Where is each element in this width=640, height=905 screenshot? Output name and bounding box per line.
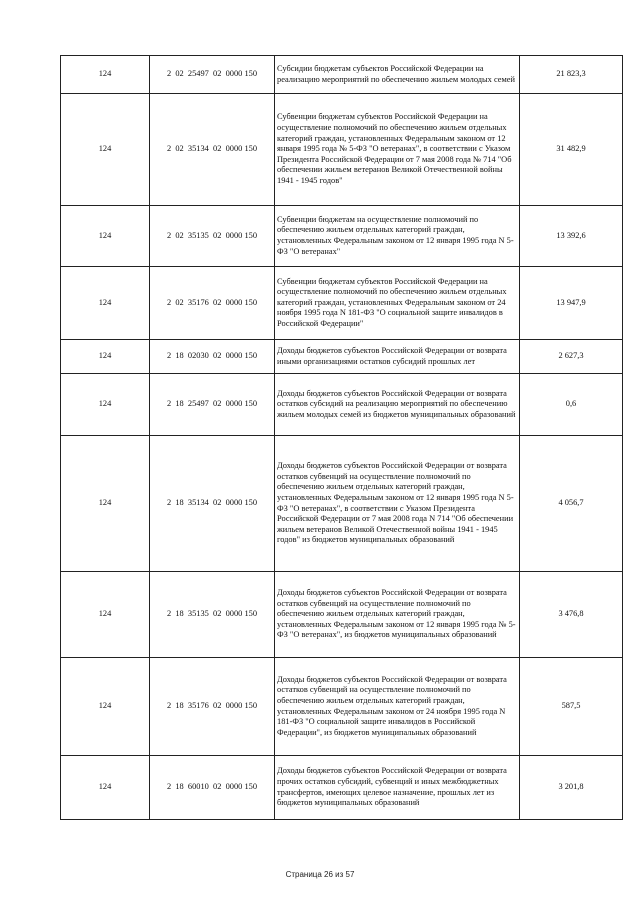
admin-code-cell: 124 [61, 206, 150, 267]
income-name-cell: Субсидии бюджетам субъектов Российской Федерации на реализацию мероприятий по обеспечению жильем молодых семей [275, 56, 520, 94]
amount-cell: 13 947,9 [520, 267, 623, 340]
amount-cell: 2 627,3 [520, 340, 623, 374]
table-row [61, 756, 623, 820]
budget-code-cell: 2 02 25497 02 0000 150 [150, 56, 275, 94]
admin-code-cell: 124 [61, 340, 150, 374]
budget-code-cell: 2 18 60010 02 0000 150 [150, 756, 275, 820]
table-row [61, 206, 623, 267]
amount-cell: 587,5 [520, 658, 623, 756]
budget-code-cell: 2 18 25497 02 0000 150 [150, 374, 275, 436]
budget-code-cell: 2 18 35134 02 0000 150 [150, 436, 275, 572]
income-name-cell: Субвенции бюджетам на осуществление полномочий по обеспечению жильем отдельных категорий граждан, установленных Федеральным законом от 12 января 1995 года N 5-ФЗ "О ветеранах" [275, 206, 520, 267]
table-row [61, 374, 623, 436]
table-row [61, 340, 623, 374]
admin-code-cell: 124 [61, 94, 150, 206]
admin-code-cell: 124 [61, 374, 150, 436]
admin-code-cell: 124 [61, 56, 150, 94]
budget-code-cell: 2 18 35135 02 0000 150 [150, 572, 275, 658]
income-name-cell: Доходы бюджетов субъектов Российской Федерации от возврата остатков субсидий на реализацию мероприятий по обеспечению жильем молодых семей из бюджетов муниципальных образований [275, 374, 520, 436]
budget-code-cell: 2 02 35176 02 0000 150 [150, 267, 275, 340]
income-name-cell: Доходы бюджетов субъектов Российской Федерации от возврата прочих остатков субсидий, субвенций и иных межбюджетных трансфертов, имеющих целевое назначение, прошлых лет из бюджетов муниципальных образований [275, 756, 520, 820]
budget-code-cell: 2 18 35176 02 0000 150 [150, 658, 275, 756]
admin-code-cell: 124 [61, 572, 150, 658]
amount-cell: 0,6 [520, 374, 623, 436]
income-name-cell: Доходы бюджетов субъектов Российской Федерации от возврата остатков субвенций на осуществление полномочий по обеспечению жильем отдельных категорий граждан, установленных Федеральным законом от 24 ноября 1995 года N 181-ФЗ "О социальной защите инвалидов в Российской Федерации", из бюджетов муниципальных образований [275, 658, 520, 756]
income-name-cell: Субвенции бюджетам субъектов Российской Федерации на осуществление полномочий по обеспечению жильем отдельных категорий граждан, установленных Федеральным законом от 24 ноября 1995 года N 181-ФЗ "О социальной защите инвалидов в Российской Федерации" [275, 267, 520, 340]
amount-cell: 13 392,6 [520, 206, 623, 267]
table-row [61, 658, 623, 756]
table-row [61, 436, 623, 572]
admin-code-cell: 124 [61, 267, 150, 340]
amount-cell: 3 201,8 [520, 756, 623, 820]
budget-code-cell: 2 18 02030 02 0000 150 [150, 340, 275, 374]
budget-income-table [60, 55, 623, 820]
page-number-footer: Страница 26 из 57 [285, 870, 355, 879]
income-name-cell: Доходы бюджетов субъектов Российской Федерации от возврата остатков субвенций на осуществление полномочий по обеспечению жильем отдельных категорий граждан, установленных Федеральным законом от 12 января 1995 года № 5-ФЗ "О ветеранах", из бюджетов муниципальных образований [275, 572, 520, 658]
admin-code-cell: 124 [61, 756, 150, 820]
amount-cell: 31 482,9 [520, 94, 623, 206]
admin-code-cell: 124 [61, 658, 150, 756]
budget-code-cell: 2 02 35135 02 0000 150 [150, 206, 275, 267]
table-row [61, 94, 623, 206]
table-row [61, 56, 623, 94]
income-name-cell: Доходы бюджетов субъектов Российской Федерации от возврата остатков субвенций на осуществление полномочий по обеспечению жильем отдельных категорий граждан, установленных Федеральным законом от 12 января 1995 года N 5-ФЗ "О ветеранах", в соответствии с Указом Президента Российской Федерации от 7 мая 2008 года N 714 "Об обеспечении жильем ветеранов Великой Отечественной войны 1941 - 1945 годов" из бюджетов муниципальных образований [275, 436, 520, 572]
budget-code-cell: 2 02 35134 02 0000 150 [150, 94, 275, 206]
amount-cell: 3 476,8 [520, 572, 623, 658]
table-row [61, 267, 623, 340]
table-row [61, 572, 623, 658]
admin-code-cell: 124 [61, 436, 150, 572]
amount-cell: 4 056,7 [520, 436, 623, 572]
income-name-cell: Субвенции бюджетам субъектов Российской Федерации на осуществление полномочий по обеспечению жильем отдельных категорий граждан, установленных Федеральным законом от 12 января 1995 года № 5-ФЗ "О ветеранах", в соответствии с Указом Президента Российской Федерации от 7 мая 2008 года № 714 "Об обеспечении жильем ветеранов Великой Отечественной войны 1941 - 1945 годов" [275, 94, 520, 206]
amount-cell: 21 823,3 [520, 56, 623, 94]
income-name-cell: Доходы бюджетов субъектов Российской Федерации от возврата иными организациями остатков субсидий прошлых лет [275, 340, 520, 374]
